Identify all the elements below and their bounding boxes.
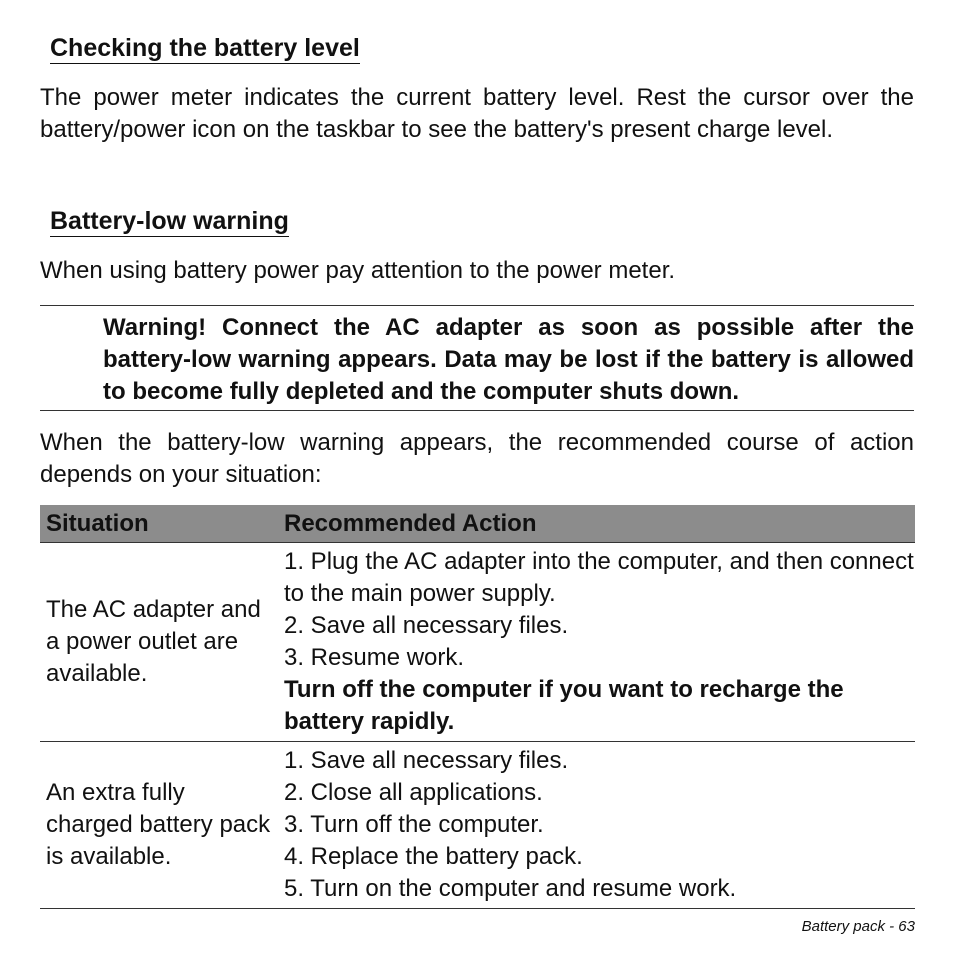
- action-step: 2. Save all necessary files.: [284, 612, 569, 639]
- warning-text: Warning! Connect the AC adapter as soon as possible after the battery-low warning appears. Data may be lost if the battery is allowed to become fully depleted and the computer shuts down.: [103, 314, 914, 405]
- action-step: 4. Replace the battery pack.: [284, 843, 583, 870]
- recommended-action-table: [40, 505, 915, 909]
- action-step: 1. Plug the AC adapter into the computer, and then connect to the main power supply.: [284, 548, 914, 607]
- action-cell: [278, 742, 915, 909]
- table-header-row: [40, 505, 915, 543]
- situation-cell: An extra fully charged battery pack is available.: [40, 742, 278, 909]
- action-cell: [278, 543, 915, 742]
- table-row: [40, 543, 915, 742]
- action-step: 1. Save all necessary files.: [284, 747, 569, 774]
- action-step: 5. Turn on the computer and resume work.: [284, 875, 737, 902]
- column-header-situation: Situation: [40, 505, 278, 543]
- table-row: [40, 742, 915, 909]
- battery-low-followup: When the battery-low warning appears, the recommended course of action depends on your situation:: [40, 429, 914, 488]
- page-footer: Battery pack - 63: [801, 918, 915, 935]
- action-step: 2. Close all applications.: [284, 779, 543, 806]
- situation-cell: The AC adapter and a power outlet are available.: [40, 543, 278, 742]
- section-heading-battery-level: Checking the battery level: [50, 34, 360, 62]
- warning-box: [40, 305, 914, 411]
- action-step: 3. Turn off the computer.: [284, 811, 544, 838]
- action-note: Turn off the computer if you want to recharge the battery rapidly.: [284, 676, 844, 735]
- column-header-recommended-action: Recommended Action: [278, 505, 915, 543]
- battery-level-paragraph: The power meter indicates the current battery level. Rest the cursor over the battery/power icon on the taskbar to see the battery's present charge level.: [40, 84, 914, 143]
- section-heading-battery-low: Battery-low warning: [50, 207, 289, 235]
- battery-low-intro: When using battery power pay attention to the power meter.: [40, 257, 676, 284]
- action-step: 3. Resume work.: [284, 644, 465, 671]
